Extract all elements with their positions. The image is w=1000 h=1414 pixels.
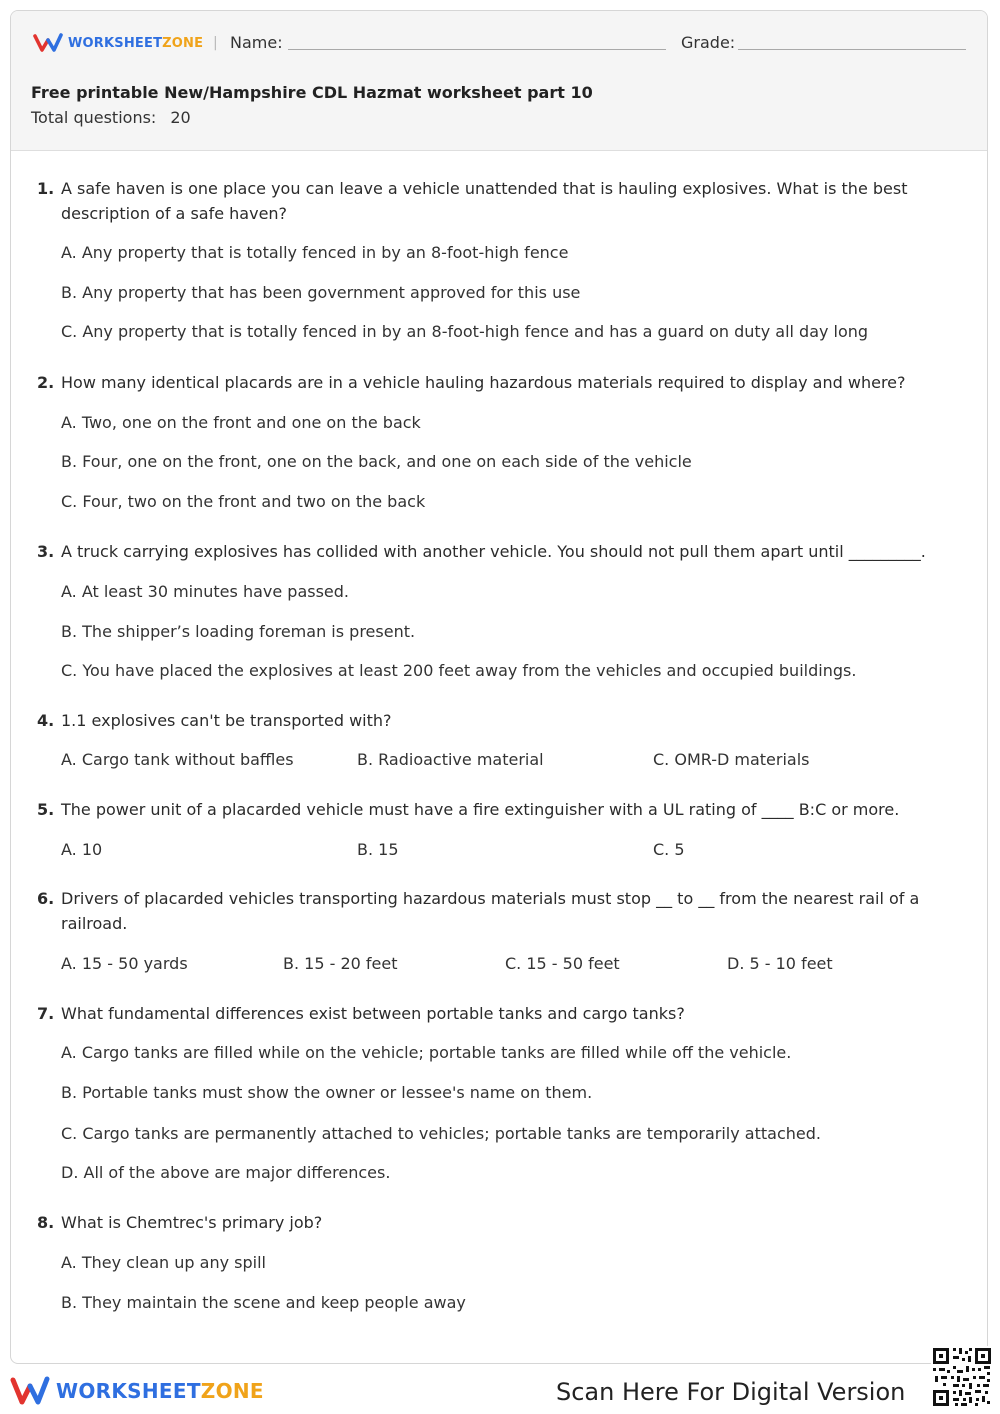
question-7: 7. What fundamental differences exist between portable tanks and cargo tanks? <box>37 1001 937 1026</box>
qr-code-icon[interactable] <box>931 1346 993 1408</box>
answer-option[interactable]: B. The shipper’s loading foreman is present. <box>61 622 416 641</box>
answer-option[interactable]: A. 15 - 50 yards <box>61 954 188 973</box>
header-separator: | <box>213 35 218 51</box>
question-text: 1.1 explosives can't be transported with? <box>61 711 392 730</box>
answer-option[interactable]: C. Cargo tanks are permanently attached to vehicles; portable tanks are temporarily attached. <box>61 1124 821 1143</box>
answer-option[interactable]: D. All of the above are major differences. <box>61 1163 391 1182</box>
answer-option[interactable]: B. Portable tanks must show the owner or lessee's name on them. <box>61 1083 593 1102</box>
header-top-row <box>33 33 965 57</box>
footer-brand-logo[interactable] <box>10 1376 264 1406</box>
question-text: What is Chemtrec's primary job? <box>61 1213 323 1232</box>
w-logo-icon <box>10 1376 50 1406</box>
w-logo-icon <box>33 33 63 53</box>
question-2: 2. How many identical placards are in a vehicle hauling hazardous materials required to display and where? <box>37 370 937 395</box>
answer-option[interactable]: B. Radioactive material <box>357 750 544 769</box>
question-1: 1. A safe haven is one place you can leave a vehicle unattended that is hauling explosives. What is the best description of a safe haven? <box>37 176 937 226</box>
answer-option[interactable]: B. 15 - 20 feet <box>283 954 398 973</box>
answer-option[interactable]: B. Any property that has been government approved for this use <box>61 283 581 302</box>
brand-name: WORKSHEETZONE <box>68 35 204 51</box>
question-text: What fundamental differences exist between portable tanks and cargo tanks? <box>61 1004 685 1023</box>
question-8: 8. What is Chemtrec's primary job? <box>37 1210 937 1235</box>
question-text: A safe haven is one place you can leave a vehicle unattended that is hauling explosives. What is the best description of a safe haven? <box>61 179 908 223</box>
answer-option[interactable]: C. Any property that is totally fenced in by an 8-foot-high fence and has a guard on duty all day long <box>61 322 869 341</box>
question-text: The power unit of a placarded vehicle must have a fire extinguisher with a UL rating of ____ B:C or more. <box>61 800 900 819</box>
question-text: How many identical placards are in a vehicle hauling hazardous materials required to display and where? <box>61 373 906 392</box>
answer-option[interactable]: B. Four, one on the front, one on the back, and one on each side of the vehicle <box>61 452 692 471</box>
answer-option[interactable]: C. OMR-D materials <box>653 750 810 769</box>
question-text: A truck carrying explosives has collided with another vehicle. You should not pull them apart until _________. <box>61 542 926 561</box>
answer-option[interactable]: A. 10 <box>61 840 103 859</box>
answer-option[interactable]: A. Cargo tank without baffles <box>61 750 294 769</box>
answer-option[interactable]: A. Cargo tanks are filled while on the vehicle; portable tanks are filled while off the vehicle. <box>61 1043 792 1062</box>
question-6: 6. Drivers of placarded vehicles transporting hazardous materials must stop __ to __ from the nearest rail of a railroad. <box>37 886 937 936</box>
scan-here-label: Scan Here For Digital Version <box>556 1378 906 1406</box>
question-5: 5. The power unit of a placarded vehicle must have a fire extinguisher with a UL rating of ____ B:C or more. <box>37 797 967 822</box>
brand-logo[interactable] <box>33 33 203 53</box>
question-text: Drivers of placarded vehicles transporting hazardous materials must stop __ to __ from the nearest rail of a railroad. <box>61 889 920 933</box>
answer-option[interactable]: D. 5 - 10 feet <box>727 954 833 973</box>
total-questions-count: 20 <box>170 108 191 127</box>
answer-option[interactable]: A. Two, one on the front and one on the back <box>61 413 421 432</box>
total-questions: Total questions: 20 <box>31 108 191 127</box>
worksheet-page <box>10 10 988 1364</box>
answer-option[interactable]: B. They maintain the scene and keep people away <box>61 1293 466 1312</box>
answer-option[interactable]: C. Four, two on the front and two on the back <box>61 492 426 511</box>
grade-label: Grade: <box>681 33 736 52</box>
worksheet-title: Free printable New/Hampshire CDL Hazmat worksheet part 10 <box>31 83 593 102</box>
answer-option[interactable]: C. You have placed the explosives at least 200 feet away from the vehicles and occupied buildings. <box>61 661 857 680</box>
worksheet-header <box>11 11 987 151</box>
name-label: Name: <box>230 33 283 52</box>
question-3: 3. A truck carrying explosives has collided with another vehicle. You should not pull them apart until _________. <box>37 539 967 564</box>
answer-option[interactable]: A. At least 30 minutes have passed. <box>61 582 350 601</box>
grade-field-line[interactable] <box>738 49 966 50</box>
answer-option[interactable]: C. 15 - 50 feet <box>505 954 620 973</box>
answer-option[interactable]: A. They clean up any spill <box>61 1253 266 1272</box>
answer-option[interactable]: B. 15 <box>357 840 399 859</box>
answer-option[interactable]: C. 5 <box>653 840 685 859</box>
footer-brand-name: WORKSHEETZONE <box>56 1379 264 1403</box>
answer-option[interactable]: A. Any property that is totally fenced in by an 8-foot-high fence <box>61 243 569 262</box>
question-4: 4. 1.1 explosives can't be transported with? <box>37 708 937 733</box>
name-field-line[interactable] <box>288 49 666 50</box>
